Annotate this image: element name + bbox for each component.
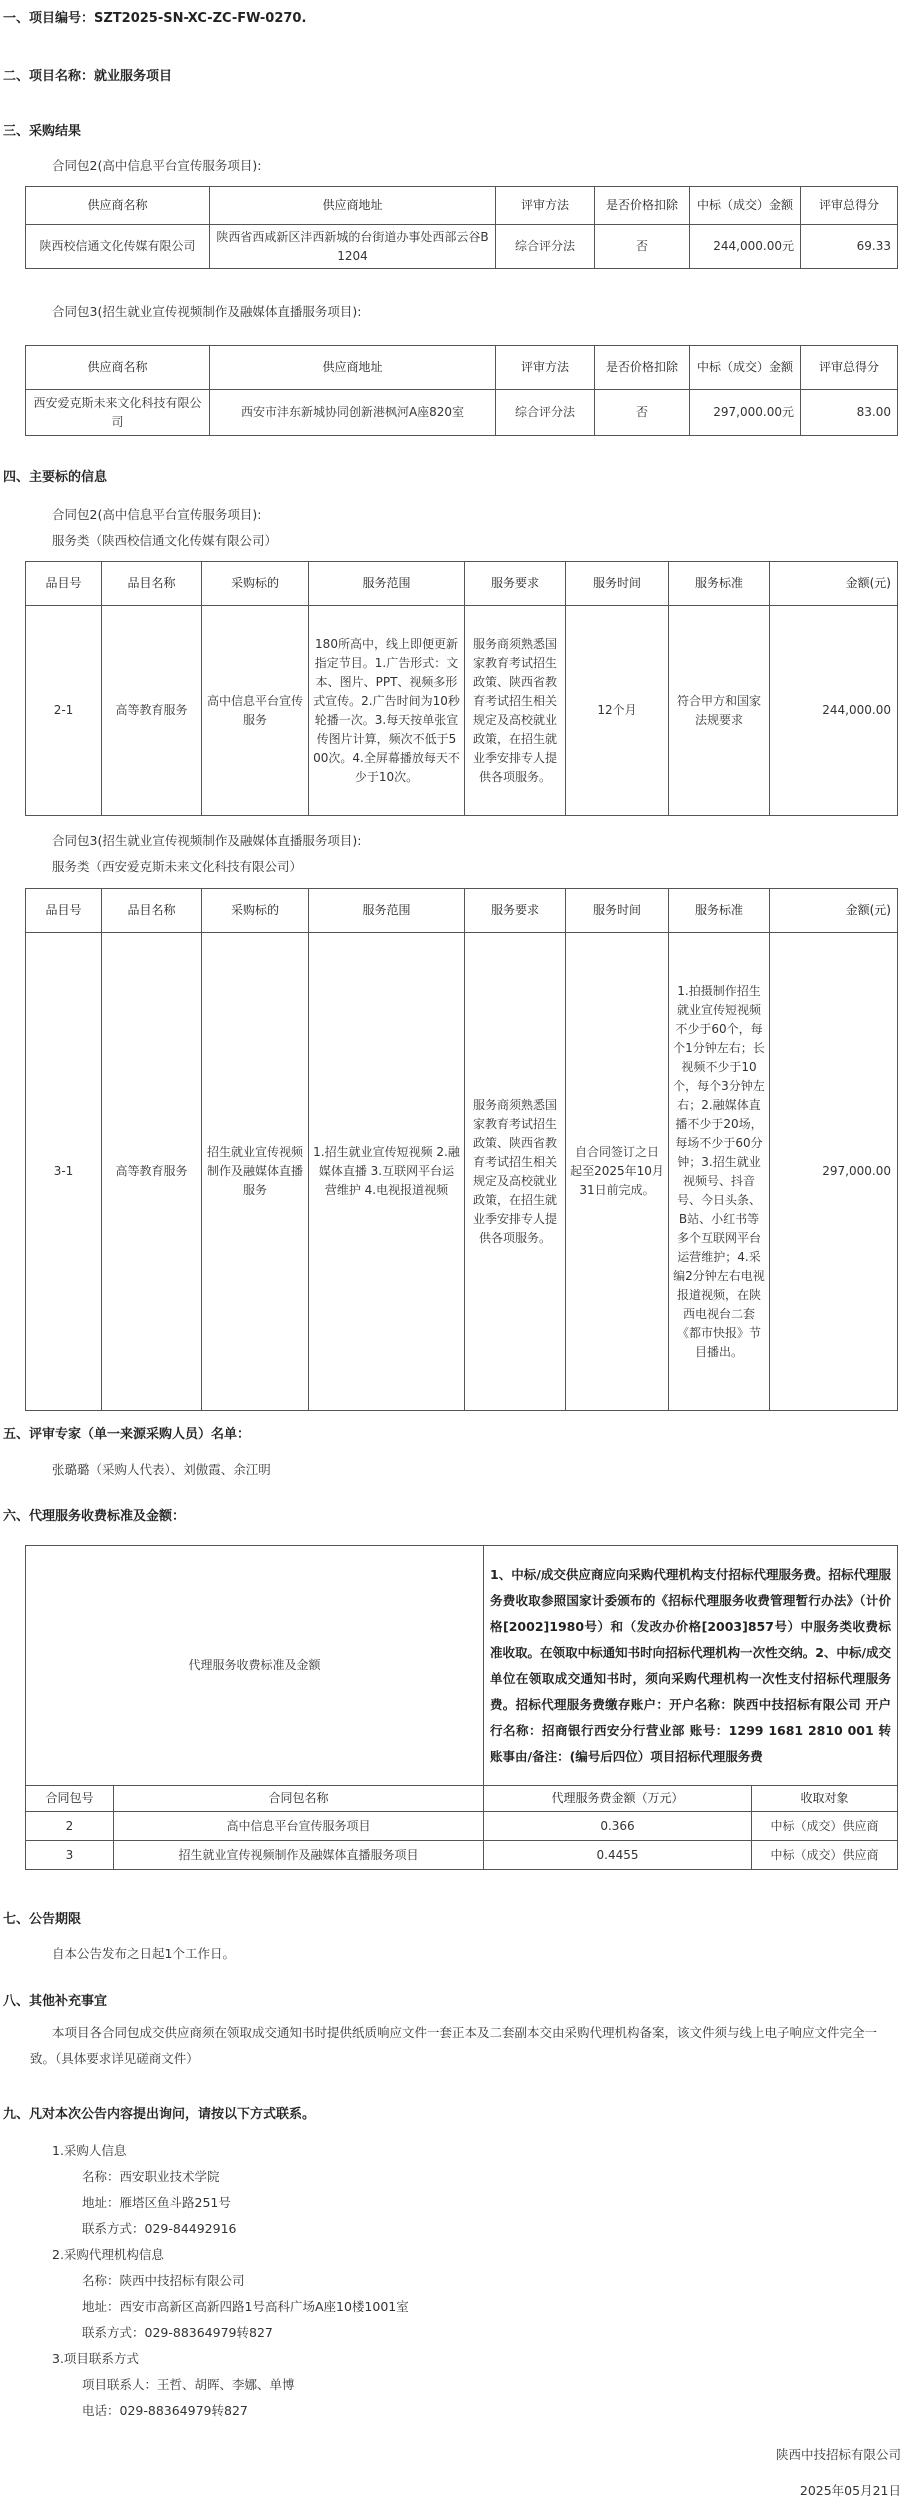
footer-date: 2025年05月21日 xyxy=(799,2483,901,2498)
fee-standard-description: 1、中标/成交供应商应向采购代理机构支付招标代理服务费。招标代理服务费收取参照国家计委颁布的《招标代理服务收费管理暂行办法》（计价格[2002]1980号）和（发改办价格[2003]857号）中服务类收费标准收取。在领取中标通知书时向招标代理机构一次性交纳。2、中标/成交单位在领取成交通知书时，须向采购代理机构一次性支付招标代理服务费。招标代理服务费缴存账户：开户名称：陕西中技招标有限公司 开户行名称：招商银行西安分行营业部 账号：1299 1681 2810 001 转账事由/备注：(编号后四位）项目招标代理服务费 xyxy=(484,1546,898,1786)
col-award-amount: 中标（成交）金额 xyxy=(690,187,801,225)
col-charge-target: 收取对象 xyxy=(752,1786,898,1812)
subject-table-package-2 xyxy=(25,561,898,816)
agency-name: 名称：陕西中技招标有限公司 xyxy=(82,2273,245,2288)
col-scope: 服务范围 xyxy=(309,562,465,606)
col-supplier-address: 供应商地址 xyxy=(210,187,496,225)
col-fee-amount: 代理服务费金额（万元） xyxy=(484,1786,752,1812)
table-row: 2-1 高等教育服务 高中信息平台宣传服务 180所高中，线上即便更新指定节目。1.广告形式：文本、图片、PPT、视频多形式宣传。2.广告时间为10秒轮播一次。3.每天按单张宣传图片计算，频次不低于500次。4.全屏幕播放每天不少于10次。 服务商须熟悉国家教育考试招生政策、陕西省教育考试招生相关规定及高校就业政策，在招生就业季安排专人提供各项服务。 12个月 符合甲方和国家法规要求 244,000.00 xyxy=(26,606,898,816)
col-item-name: 品目名称 xyxy=(102,562,202,606)
table-row: 西安爱克斯未来文化科技有限公司 西安市沣东新城协同创新港枫河A座820室 综合评分法 否 297,000.00元 83.00 xyxy=(26,390,898,436)
purchaser-info-title: 1.采购人信息 xyxy=(52,2143,127,2158)
purchaser-name: 名称：西安职业技术学院 xyxy=(82,2169,220,2184)
table-row: 2 高中信息平台宣传服务项目 0.366 中标（成交）供应商 xyxy=(26,1812,898,1841)
section-notice-period: 七、公告期限 xyxy=(3,1912,82,1927)
agency-phone: 联系方式：029-88364979转827 xyxy=(82,2325,273,2340)
project-contact-people: 项目联系人：王哲、胡晖、李娜、单博 xyxy=(82,2377,295,2392)
fee-standard-label: 代理服务收费标准及金额 xyxy=(26,1546,484,1786)
subject-package-2-label: 合同包2(高中信息平台宣传服务项目): xyxy=(52,507,262,522)
section-other-matters: 八、其他补充事宜 xyxy=(3,1994,108,2009)
project-number: 一、项目编号：SZT2025-SN-XC-ZC-FW-0270. xyxy=(3,11,307,26)
result-table-package-2 xyxy=(25,186,898,269)
table-row: 陕西校信通文化传媒有限公司 陕西省西咸新区沣西新城的台街道办事处西部云谷B1204 综合评分法 否 244,000.00元 69.33 xyxy=(26,225,898,269)
col-total-score: 评审总得分 xyxy=(801,187,898,225)
result-package-2-label: 合同包2(高中信息平台宣传服务项目): xyxy=(52,158,262,173)
col-service-time: 服务时间 xyxy=(566,562,669,606)
subject-package-3-type: 服务类（西安爱克斯未来文化科技有限公司） xyxy=(52,859,303,874)
section-agency-fee: 六、代理服务收费标准及金额： xyxy=(3,1509,186,1524)
subject-table-package-3: 品目号 品目名称 采购标的 服务范围 服务要求 服务时间 服务标准 金额(元) 3-1 高等教育服务 招生就业宣传视频制作及融媒体直播服务 1.招生就业宣传短视频 2.融媒体直播 3.互联网平台运营维护 4.电视报道视频 服务商须熟悉国家教育考试招生政策、陕西省教育考试招生相关规定及高校就业政策，在招生就业季安排专人提供各项服务。 自合同签订之日起至2025年10月31日前完成。 1.拍摄制作招生就业宣传短视频不少于60个，每个1分钟左右；长视频不少于10个，每个3分钟左右；2.融媒体直播不少于20场，每场不少于60分钟；3.招生就业视频号、抖音号、今日头条、B站、小红书等多个互联网平台运营维护；4.采编2分钟左右电视报道视频，在陕西电视台二套《都市快报》节目播出。 297,000.00 xyxy=(25,888,898,1411)
col-requirement: 服务要求 xyxy=(465,562,566,606)
purchaser-address: 地址：雁塔区鱼斗路251号 xyxy=(82,2195,231,2210)
project-name: 二、项目名称：就业服务项目 xyxy=(3,69,173,84)
project-contact-title: 3.项目联系方式 xyxy=(52,2351,139,2366)
result-table-package-3: 供应商名称 供应商地址 评审方法 是否价格扣除 中标（成交）金额 评审总得分 西安爱克斯未来文化科技有限公司 西安市沣东新城协同创新港枫河A座820室 综合评分法 否 297,000.00元 83.00 xyxy=(25,345,898,436)
col-item-no: 品目号 xyxy=(26,562,102,606)
subject-package-3-label: 合同包3(招生就业宣传视频制作及融媒体直播服务项目): xyxy=(52,833,362,848)
col-price-deduction: 是否价格扣除 xyxy=(595,187,690,225)
col-target: 采购标的 xyxy=(202,562,309,606)
table-row: 3 招生就业宣传视频制作及融媒体直播服务项目 0.4455 中标（成交）供应商 xyxy=(26,1841,898,1870)
section-review-experts: 五、评审专家（单一来源采购人员）名单： xyxy=(3,1427,251,1442)
col-standard: 服务标准 xyxy=(669,562,770,606)
table-row: 3-1 高等教育服务 招生就业宣传视频制作及融媒体直播服务 1.招生就业宣传短视频 2.融媒体直播 3.互联网平台运营维护 4.电视报道视频 服务商须熟悉国家教育考试招生政策、陕西省教育考试招生相关规定及高校就业政策，在招生就业季安排专人提供各项服务。 自合同签订之日起至2025年10月31日前完成。 1.拍摄制作招生就业宣传短视频不少于60个，每个1分钟左右；长视频不少于10个，每个3分钟左右；2.融媒体直播不少于20场，每场不少于60分钟；3.招生就业视频号、抖音号、今日头条、B站、小红书等多个互联网平台运营维护；4.采编2分钟左右电视报道视频，在陕西电视台二套《都市快报》节目播出。 297,000.00 xyxy=(26,933,898,1411)
col-package-name: 合同包名称 xyxy=(114,1786,484,1812)
project-contact-phone: 电话：029-88364979转827 xyxy=(82,2403,248,2418)
section-procurement-result: 三、采购结果 xyxy=(3,124,82,139)
col-package-no: 合同包号 xyxy=(26,1786,114,1812)
agency-address: 地址：西安市高新区高新四路1号高科广场A座10楼1001室 xyxy=(82,2299,409,2314)
section-main-subject: 四、主要标的信息 xyxy=(3,470,108,485)
col-amount: 金额(元) xyxy=(770,562,898,606)
notice-period-text: 自本公告发布之日起1个工作日。 xyxy=(52,1946,235,1961)
agency-info-title: 2.采购代理机构信息 xyxy=(52,2247,164,2262)
section-contact: 九、凡对本次公告内容提出询问，请按以下方式联系。 xyxy=(3,2107,316,2122)
purchaser-phone: 联系方式：029-84492916 xyxy=(82,2221,237,2236)
col-review-method: 评审方法 xyxy=(496,187,595,225)
subject-package-2-type: 服务类（陕西校信通文化传媒有限公司） xyxy=(52,533,278,548)
result-package-3-label: 合同包3(招生就业宣传视频制作及融媒体直播服务项目): xyxy=(52,304,362,319)
footer-organization: 陕西中技招标有限公司 xyxy=(775,2447,901,2462)
review-experts-names: 张璐璐（采购人代表）、刘傲霞、余江明 xyxy=(52,1462,271,1477)
other-matters-text: 本项目各合同包成交供应商须在领取成交通知书时提供纸质响应文件一套正本及二套副本交由采购代理机构备案，该文件须与线上电子响应文件完全一致。（具体要求详见磋商文件） xyxy=(30,2025,878,2066)
agency-fee-table xyxy=(25,1545,898,1870)
col-supplier-name: 供应商名称 xyxy=(26,187,210,225)
